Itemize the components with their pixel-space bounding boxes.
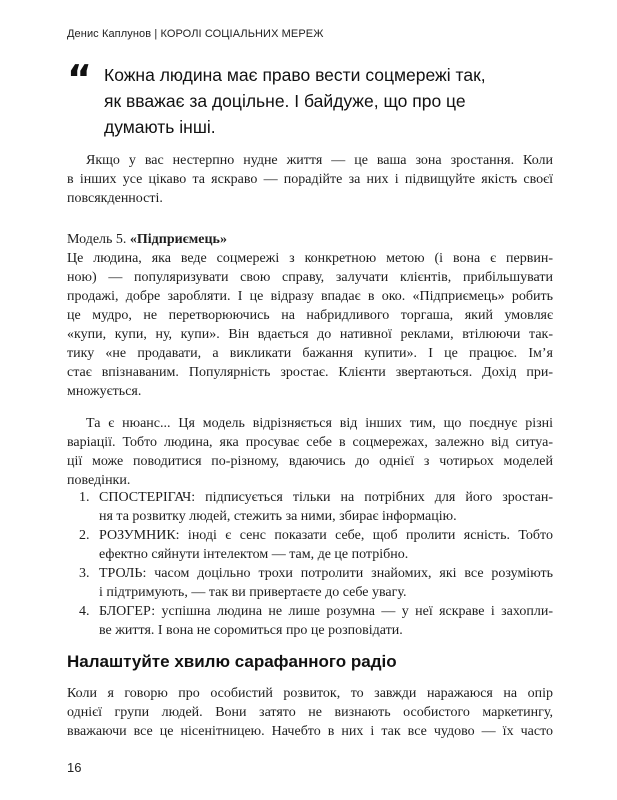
text-line: Якщо у вас нестерпно нудне життя — це ваша зона зростання. Коли xyxy=(86,153,553,168)
text-line: ною) — популяризувати свою справу, залучати клієнтів, прибільшувати xyxy=(67,270,553,285)
text-line: Коли я говорю про особистий розвиток, то завжди наражаюся на опір xyxy=(67,686,553,701)
text-line: поведінки. xyxy=(67,473,131,488)
model-title xyxy=(67,230,553,249)
quote-line: як вважає за доцільне. І байдуже, що про це xyxy=(104,91,466,111)
quote-text xyxy=(104,62,486,140)
text-line: ції може поводитися по-різному, вдаючись до однієї з чотирьох моделей xyxy=(67,454,553,469)
text-line: «купи, купи, ну, купи». Він вдається до нативної реклами, втілюючи так- xyxy=(67,327,553,342)
text-line: Та є нюанс... Ця модель відрізняється від інших тим, що поєднує різні xyxy=(86,416,553,431)
text-line: повсякденності. xyxy=(67,191,163,206)
paragraph-4 xyxy=(67,684,553,741)
text-line: стає впізнаваним. Популярність зростає. Клієнти звертаються. Дохід при- xyxy=(67,365,553,380)
quote-mark-icon: “ xyxy=(67,57,92,101)
text-line: ефектно сяйнути інтелектом — там, де це потрібно. xyxy=(99,547,409,562)
paragraph-3 xyxy=(67,414,553,490)
text-line: в інших усе цікаво та яскраво — порадійте за них і підвищуйте якість своєї xyxy=(67,172,553,187)
model-name: «Підприємець» xyxy=(129,232,227,247)
text-line: варіації. Тобто людина, яка просуває себе в соцмережах, залежно від ситуа- xyxy=(67,435,553,450)
text-line: ве життя. І вона не соромиться про це розповідати. xyxy=(99,623,403,638)
quote-line: Кожна людина має право вести соцмережі так, xyxy=(104,65,486,85)
list-number: 1. xyxy=(79,490,90,505)
numbered-list xyxy=(67,488,553,640)
text-line: тику «не продавати, а викликати бажання купити». І це працює. Ім’я xyxy=(67,346,553,361)
text-line: вважаючи все це нісенітницею. Начебто в них і так все чудово — їх часто xyxy=(67,724,553,739)
list-item xyxy=(67,526,553,564)
text-line: ня та розвитку людей, стежить за ними, збирає інформацію. xyxy=(99,509,457,524)
text-line: це мудро, не перетворюючись на набридливого торгаша, який умовляє xyxy=(67,308,553,323)
paragraph-1 xyxy=(67,151,553,208)
model-prefix: Модель 5. xyxy=(67,232,130,247)
page-number: 16 xyxy=(67,760,82,775)
text-line: однієї групи людей. Вони затято не визнають особистого маркетингу, xyxy=(67,705,553,720)
quote-line: думають інші. xyxy=(104,117,216,137)
text-line: РОЗУМНИК: іноді є сенс показати себе, щоб пролити ясність. Тобто xyxy=(99,528,553,543)
list-number: 3. xyxy=(79,566,90,581)
section-heading: Налаштуйте хвилю сарафанного радіо xyxy=(67,652,397,671)
text-line: продажі, добре заробляти. І це відразу впадає в око. «Підприємець» робить xyxy=(67,289,553,304)
list-item xyxy=(67,602,553,640)
text-line: ТРОЛЬ: часом доцільно трохи потролити знайомих, які все розуміють xyxy=(99,566,553,581)
list-item xyxy=(67,564,553,602)
list-number: 4. xyxy=(79,604,90,619)
running-header: Денис Каплунов | КОРОЛІ СОЦІАЛЬНИХ МЕРЕЖ xyxy=(67,28,324,40)
text-line: БЛОГЕР: успішна людина не лише розумна — у неї яскраве і захопли- xyxy=(99,604,553,619)
text-line: Це людина, яка веде соцмережі з конкретною метою (і вона є первин- xyxy=(67,251,553,266)
list-number: 2. xyxy=(79,528,90,543)
list-item xyxy=(67,488,553,526)
text-line: і підтримують, — так ви привертаєте до себе увагу. xyxy=(99,585,407,600)
text-line: множується. xyxy=(67,384,142,399)
text-line: СПОСТЕРІГАЧ: підписується тільки на потрібних для його зростан- xyxy=(99,490,553,505)
model-5-section xyxy=(67,230,553,401)
